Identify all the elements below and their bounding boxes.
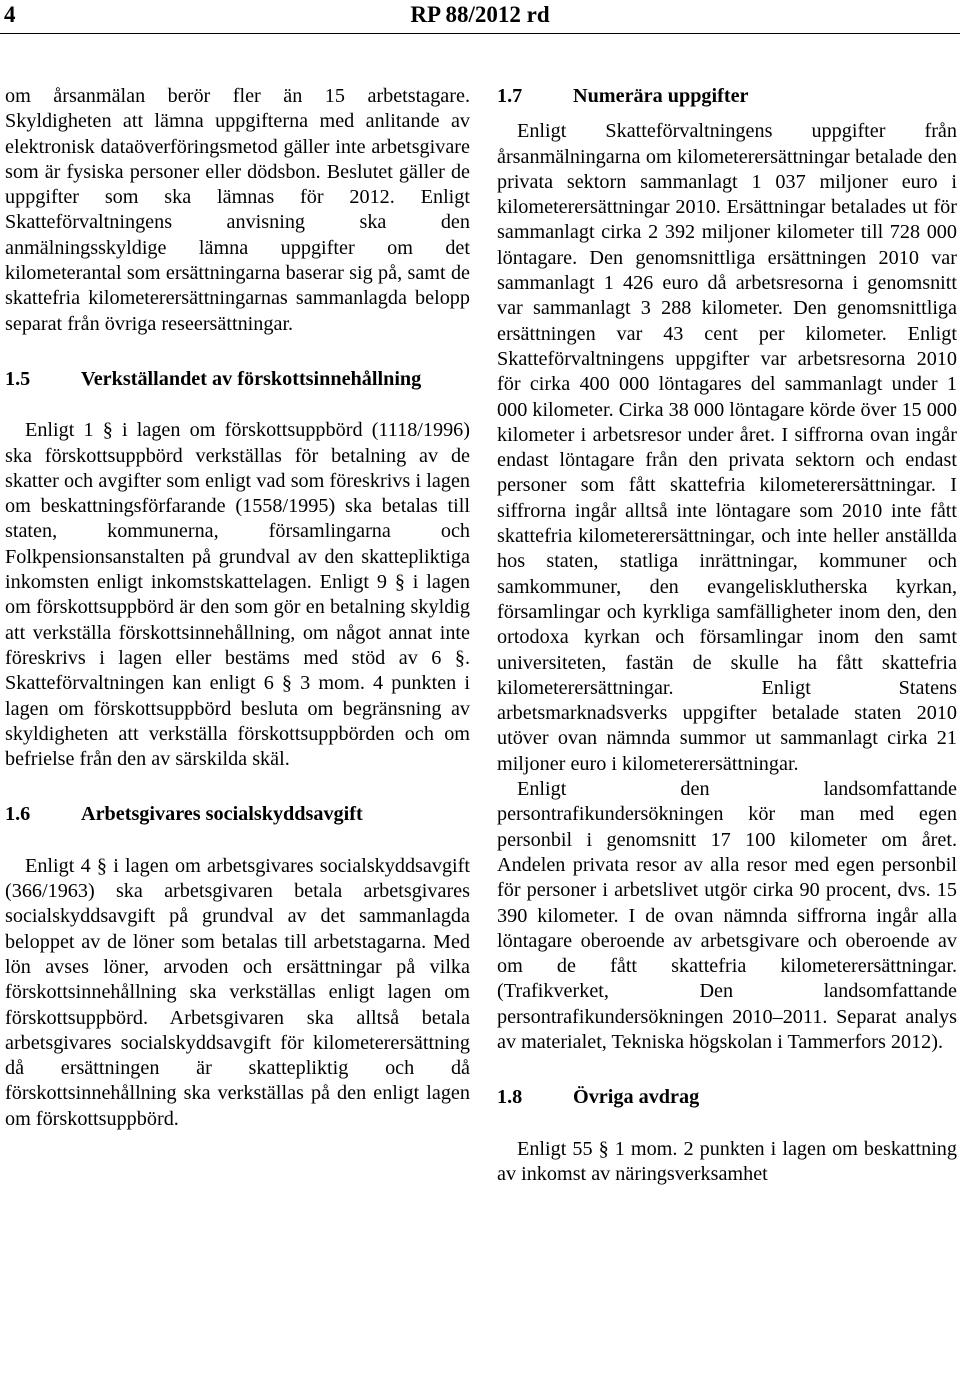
document-id: RP 88/2012 rd bbox=[410, 2, 550, 27]
section-title: Verkställandet av förskottsinnehållning bbox=[81, 367, 422, 390]
paragraph-withholding: Enligt 1 § i lagen om förskottsuppbörd (1118/1996) ska förskottsuppbörd verkställas för betalning av de skatter och avgifter som enligt vad som föreskrivs i lagen om beskattningsförfarande (1558/1995) ska betalas till staten, kommunerna, församlingarna och Folkpensionsanstalten på grundval av den skattepliktiga inkomsten enligt inkomstskattelagen. Enligt 9 § i lagen om förskottsuppbörd är den som gör en betalning skyldig att verkställa förskottsinnehållning, om något annat inte föreskrivs i lagen eller bestäms med stöd av 6 §. Skatteförvaltningen kan enligt 6 § 3 mom. 4 punkten i lagen om förskottsuppbörd besluta om begränsning av skyldigheten att verkställa förskottsuppbörden och om befrielse från den av särskilda skäl. bbox=[5, 419, 470, 771]
section-heading-1-7 bbox=[497, 84, 957, 109]
right-column bbox=[497, 84, 957, 1187]
paragraph-annual-report: om årsanmälan berör fler än 15 arbetstagare. Skyldigheten att lämna uppgifterna med anlitande av elektronisk dataöverföringsmetod gäller inte arbetsgivare som är fysiska personer eller dödsbon. Beslutet gäller de uppgifter som ska lämnas för 2012. Enligt Skatteförvaltningens anvisning ska den anmälningsskyldige lämna uppgifter om det kilometerantal som ersättningarna baserar sig på, samt de skattefria kilometerersättningarnas sammanlagda belopp separat från övriga reseersättningar. bbox=[5, 85, 470, 335]
page-header bbox=[0, 0, 960, 34]
section-heading-1-5 bbox=[5, 367, 470, 392]
header-rule bbox=[0, 33, 960, 34]
section-title: Arbetsgivares socialskyddsavgift bbox=[81, 803, 363, 826]
section-heading-1-6 bbox=[5, 802, 470, 827]
paragraph-social-security: Enligt 4 § i lagen om arbetsgivares socialskyddsavgift (366/1963) ska arbetsgivaren betala arbetsgivares socialskyddsavgift på grundval av det sammanlagda beloppet av de löner som betalas till arbetstagarna. Med lön avses löner, arvoden och ersättningar på vilka förskottsinnehållning ska verkställas enligt lagen om förskottsuppbörd. Arbetsgivaren ska alltså betala arbetsgivares socialskyddsavgift för kilometerersättning då ersättningen är skattepliktig och då förskottsinnehållning ska verkställas på den enligt lagen om förskottsuppbörd. bbox=[5, 854, 470, 1130]
section-number: 1.8 bbox=[497, 1086, 523, 1109]
section-number: 1.6 bbox=[5, 803, 31, 826]
paragraph-other-deductions: Enligt 55 § 1 mom. 2 punkten i lagen om beskattning av inkomst av näringsverksamhet bbox=[497, 1137, 957, 1185]
paragraph-statistics: Enligt Skatteförvaltningens uppgifter från årsanmälningarna om kilometerersättningar betalade den privata sektorn sammanlagt 1 037 miljoner euro i kilometerersättningar 2010. Ersättningar betalades ut för sammanlagt cirka 2 392 miljoner kilometer till 728 000 löntagare. Den genomsnittliga ersättningen 2010 var sammanlagt 1 426 euro då arbetsresorna i genomsnitt var sammanlagt 3 288 kilometer. Den genomsnittliga ersättningen var 43 cent per kilometer. Enligt Skatteförvaltningens uppgifter var arbetsresorna 2010 för cirka 400 000 löntagares del sammanlagt under 1 000 kilometer. Cirka 38 000 löntagare körde över 15 000 kilometer i arbetsresor under året. I siffrorna ovan ingår endast löntagare från den privata sektorn och endast personer som fått skattefria kilometerersättningar. I siffrorna ingår alltså inte löntagare som 2010 inte fått skattefria kilometerersättningar, och inte heller anställda hos staten, statliga inrättningar, kommuner och samkommuner, den evangelisklutherska kyrkan, församlingar och kyrkliga samfälligheter inom den, den ortodoxa kyrkan och församlingar inom den samt universiteten, fastän de skulle ha fått skattefria kilometerersättningar. Enligt Statens arbetsmarknadsverks uppgifter betalade staten 2010 utöver ovan nämnda summor ut sammanlagt cirka 21 miljoner euro i kilometerersättningar. bbox=[497, 120, 957, 775]
paragraph-travel-survey: Enligt den landsomfattande persontrafikundersökningen kör man med egen personbil i genomsnitt 17 100 kilometer om året. Andelen privata resor av alla resor med egen personbil för personer i arbetslivet utgör cirka 90 procent, dvs. 15 390 kilometer. I de ovan nämnda siffrorna ingår alla löntagare oberoende av arbetsgivare och oberoende av om de fått skattefria kilometerersättningar. (Trafikverket, Den landsomfattande persontrafikundersökningen 2010–2011. Separat analys av materialet, Tekniska högskolan i Tammerfors 2012). bbox=[497, 778, 957, 1053]
section-number: 1.5 bbox=[5, 367, 31, 390]
left-column bbox=[5, 84, 470, 1132]
section-heading-1-8 bbox=[497, 1085, 957, 1110]
section-title: Övriga avdrag bbox=[573, 1086, 700, 1109]
section-title: Numerära uppgifter bbox=[573, 85, 749, 107]
section-number: 1.7 bbox=[497, 85, 523, 107]
page-number: 4 bbox=[4, 2, 16, 27]
